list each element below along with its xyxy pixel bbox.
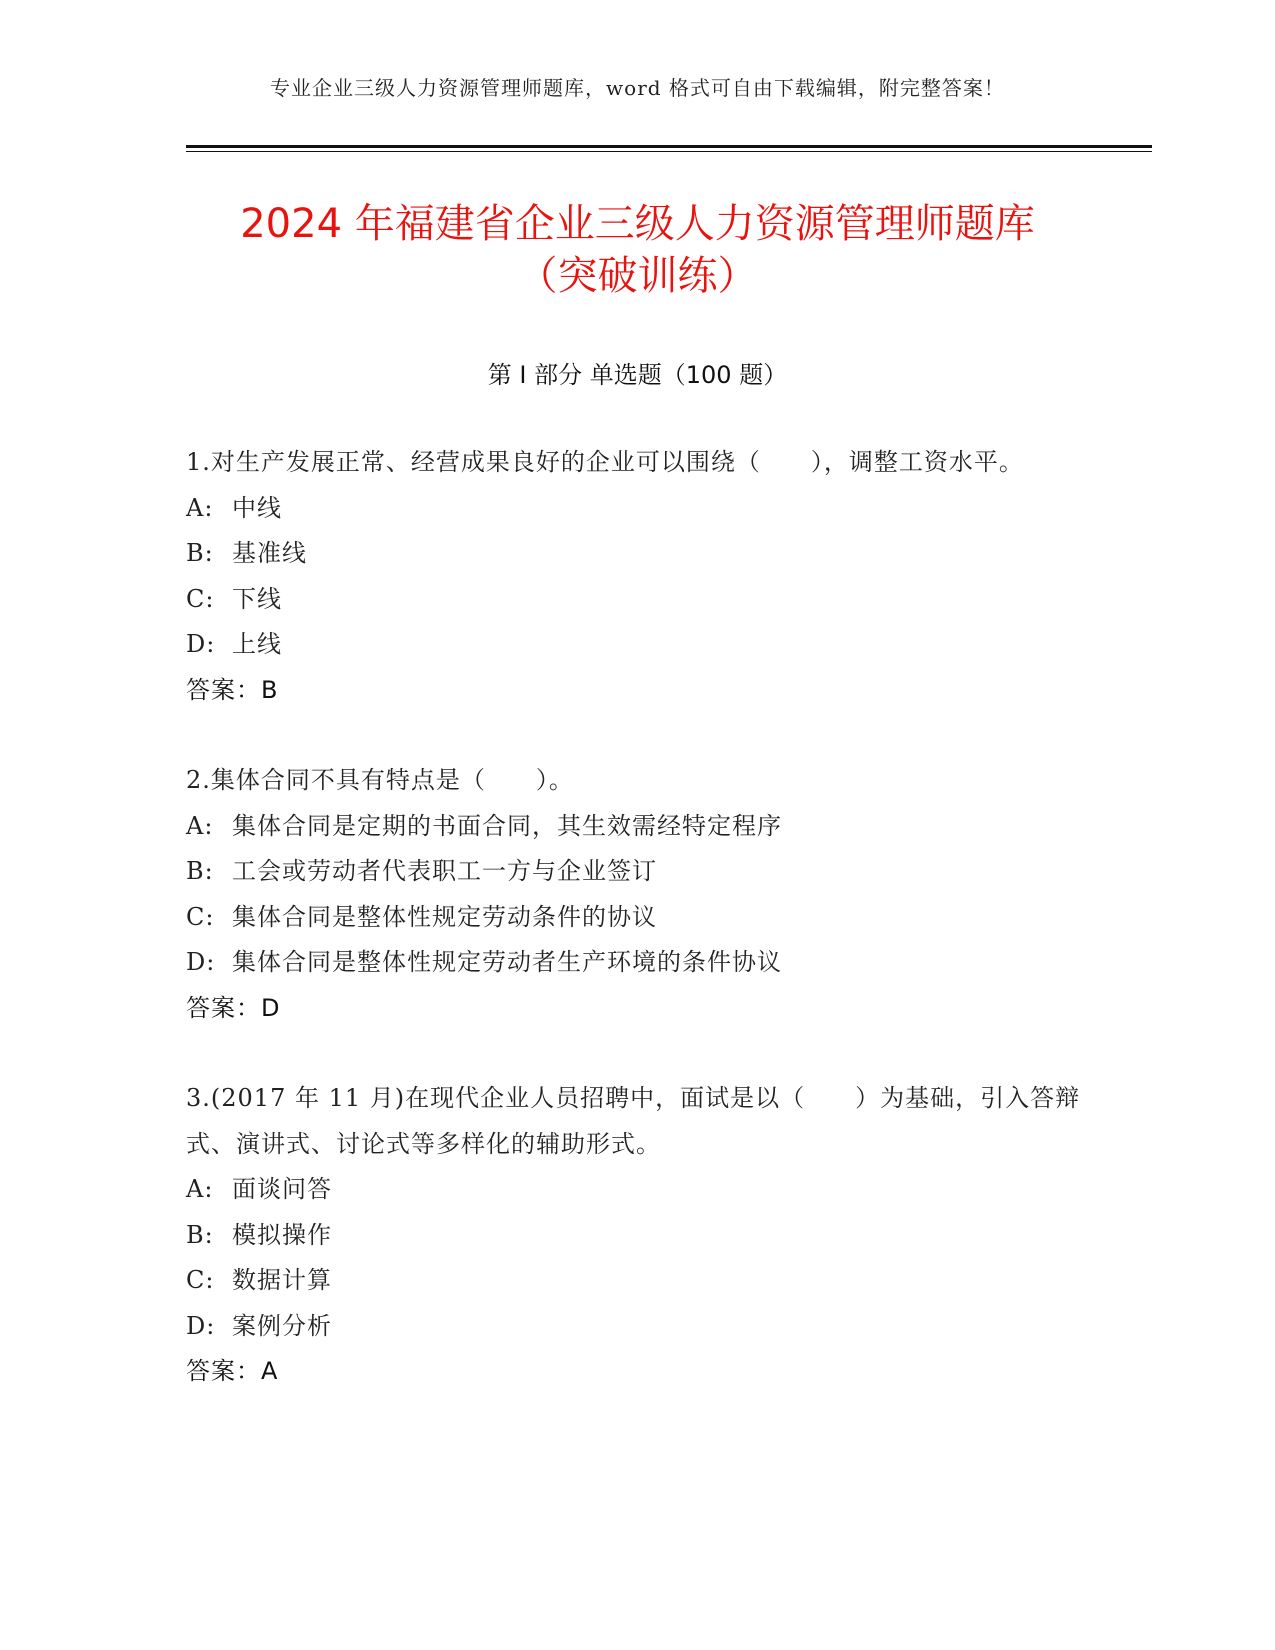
- option-text: 基准线: [232, 539, 307, 567]
- answer-line: 答案：A: [186, 1357, 279, 1385]
- option-text: 模拟操作: [232, 1220, 332, 1249]
- answer-line: 答案：D: [186, 993, 281, 1022]
- question-1: [186, 440, 1086, 713]
- option-letter: D:: [186, 1311, 216, 1340]
- option-d: [186, 1304, 1086, 1350]
- option-text: 上线: [232, 630, 282, 658]
- answer-line: 答案：B: [186, 675, 279, 704]
- option-b: [186, 849, 1086, 895]
- option-letter: A:: [186, 811, 214, 840]
- option-text: 集体合同是整体性规定劳动条件的协议: [232, 902, 657, 931]
- option-b: [186, 531, 1086, 577]
- option-text: 集体合同是定期的书面合同，其生效需经特定程序: [232, 811, 782, 840]
- option-letter: A:: [186, 493, 214, 522]
- option-text: 案例分析: [232, 1311, 332, 1340]
- option-letter: B:: [186, 857, 214, 885]
- option-d: [186, 622, 1086, 668]
- option-text: 集体合同是整体性规定劳动者生产环境的条件协议: [232, 948, 782, 976]
- option-letter: C:: [186, 902, 215, 931]
- option-text: 面谈问答: [232, 1175, 332, 1203]
- option-letter: C:: [186, 584, 215, 613]
- document-title-line-2: （突破训练）: [517, 253, 758, 299]
- option-letter: B:: [186, 1220, 214, 1249]
- option-letter: D:: [186, 948, 216, 976]
- option-c: [186, 895, 1086, 941]
- question-stem: 2.集体合同不具有特点是（ ）。: [186, 766, 574, 794]
- option-text: 中线: [232, 493, 282, 522]
- option-letter: B:: [186, 539, 214, 567]
- document-title-line-1: 2024 年福建省企业三级人力资源管理师题库: [240, 201, 1035, 247]
- option-c: [186, 577, 1086, 623]
- option-text: 工会或劳动者代表职工一方与企业签订: [232, 857, 657, 885]
- option-a: [186, 1167, 1086, 1213]
- section-title: 第 I 部分 单选题（100 题）: [487, 361, 788, 389]
- option-text: 数据计算: [232, 1266, 332, 1294]
- option-a: [186, 804, 1086, 850]
- header-note: 专业企业三级人力资源管理师题库，word 格式可自由下载编辑，附完整答案！: [270, 76, 1005, 100]
- option-c: [186, 1258, 1086, 1304]
- question-2: [186, 758, 1086, 1031]
- option-d: [186, 940, 1086, 986]
- option-text: 下线: [232, 584, 282, 613]
- option-letter: D:: [186, 630, 216, 658]
- question-stem: 3.(2017 年 11 月)在现代企业人员招聘中，面试是以（ ）为基础，引入答辩式、演讲式、讨论式等多样化的辅助形式。: [186, 1084, 1081, 1158]
- option-a: [186, 486, 1086, 532]
- question-stem: 1.对生产发展正常、经营成果良好的企业可以围绕（ ），调整工资水平。: [186, 448, 1024, 476]
- question-3: [186, 1076, 1086, 1395]
- option-letter: C:: [186, 1266, 215, 1294]
- question-list: [186, 440, 1086, 1440]
- option-b: [186, 1213, 1086, 1259]
- document-title: [0, 198, 1275, 302]
- header-divider-thin: [186, 151, 1152, 152]
- option-letter: A:: [186, 1175, 214, 1203]
- header-divider-thick: [186, 145, 1152, 148]
